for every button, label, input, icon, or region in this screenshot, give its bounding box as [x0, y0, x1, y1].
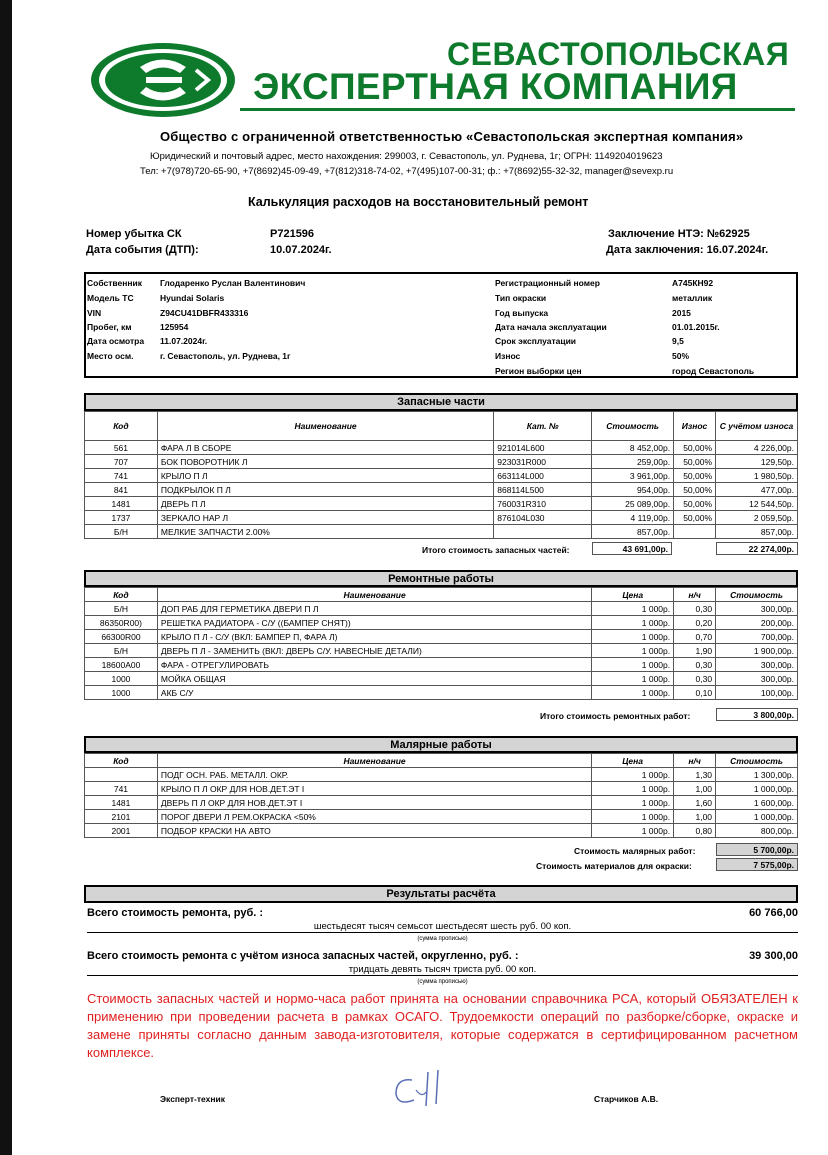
owner-value: Глодаренко Руслан Валентинович	[160, 278, 306, 288]
parts-total-label: Итого стоимость запасных частей:	[422, 545, 570, 555]
table-cell: ДВЕРЬ П Л - ЗАМЕНИТЬ (ВКЛ: ДВЕРЬ С/У. НАВЕСНЫЕ ДЕТАЛИ)	[157, 644, 591, 658]
table-cell: 857,00р.	[592, 525, 674, 539]
page-edge	[0, 0, 12, 1155]
company-name: Общество с ограниченной ответственностью «Севастопольская экспертная компания»	[160, 129, 744, 144]
parts-col-worn: С учётом износа	[716, 412, 798, 441]
repairs-col-name: Наименование	[157, 588, 591, 602]
table-row	[85, 525, 798, 539]
model-value: Hyundai Solaris	[160, 293, 225, 303]
brand-underline	[240, 108, 795, 111]
table-cell: 50,00%	[674, 455, 716, 469]
table-cell: ДОП РАБ ДЛЯ ГЕРМЕТИКА ДВЕРИ П Л	[157, 602, 591, 616]
table-cell: 1 980,50р.	[716, 469, 798, 483]
table-row	[85, 824, 798, 838]
table-cell: 1 900,00р.	[716, 644, 798, 658]
worn-repair-label: Всего стоимость ремонта с учётом износа запасных частей, округленно, руб. :	[87, 950, 519, 962]
table-row	[85, 768, 798, 782]
table-cell: 0,10	[674, 686, 716, 700]
table-cell: ПОДГ ОСН. РАБ. МЕТАЛЛ. ОКР.	[157, 768, 591, 782]
table-cell: 300,00р.	[716, 602, 798, 616]
paint-col-name: Наименование	[157, 754, 591, 768]
table-cell: 477,00р.	[716, 483, 798, 497]
repairs-body	[85, 602, 798, 700]
repairs-section-title: Ремонтные работы	[84, 570, 798, 587]
table-row	[85, 497, 798, 511]
table-cell: 50,00%	[674, 497, 716, 511]
table-cell: 741	[85, 469, 158, 483]
table-cell: 1 300,00р.	[716, 768, 798, 782]
table-cell: 50,00%	[674, 441, 716, 455]
year-label: Год выпуска	[495, 308, 549, 318]
table-cell: 4 226,00р.	[716, 441, 798, 455]
parts-header-row	[85, 412, 798, 441]
company-address: Юридический и почтовый адрес, место нахождения: 299003, г. Севастополь, ул. Руднева, 1г; ОГРН: 1149204019623	[150, 151, 663, 162]
table-cell: РЕШЕТКА РАДИАТОРА - С/У ((БАМПЕР СНЯТ))	[157, 616, 591, 630]
expert-name: Старчиков А.В.	[594, 1094, 659, 1104]
paint-col-code: Код	[85, 754, 158, 768]
inspection-place-value: г. Севастополь, ул. Руднева, 1г	[160, 351, 291, 361]
table-row	[85, 686, 798, 700]
event-date-label: Дата события (ДТП):	[86, 244, 199, 256]
table-row	[85, 630, 798, 644]
operation-term-label: Срок эксплуатации	[495, 336, 577, 346]
inspection-place-label: Место осм.	[87, 351, 134, 361]
table-cell: 1 000р.	[592, 768, 674, 782]
total-words-hint: (сумма прописью)	[417, 936, 468, 942]
table-cell: 1,60	[674, 796, 716, 810]
table-row	[85, 455, 798, 469]
table-cell: 1 000р.	[592, 672, 674, 686]
table-cell: 707	[85, 455, 158, 469]
table-cell: ЗЕРКАЛО НАР Л	[157, 511, 493, 525]
table-cell: 200,00р.	[716, 616, 798, 630]
table-row	[85, 511, 798, 525]
wear-label: Износ	[495, 351, 521, 361]
paint-type-value: металлик	[672, 293, 713, 303]
repairs-col-cost: Стоимость	[716, 588, 798, 602]
worn-repair-words: тридцать девять тысяч триста руб. 00 коп.	[87, 964, 798, 976]
paint-header-row	[85, 754, 798, 768]
table-cell: 0,30	[674, 672, 716, 686]
paint-type-label: Тип окраски	[495, 293, 547, 303]
table-cell: Б/Н	[85, 644, 158, 658]
paint-col-hours: н/ч	[674, 754, 716, 768]
parts-table	[84, 411, 798, 539]
table-cell: КРЫЛО П Л	[157, 469, 493, 483]
table-cell	[674, 525, 716, 539]
paint-table	[84, 753, 798, 838]
table-cell: 857,00р.	[716, 525, 798, 539]
table-cell: 0,30	[674, 658, 716, 672]
table-row	[85, 672, 798, 686]
table-cell: 4 119,00р.	[592, 511, 674, 525]
table-cell: 0,80	[674, 824, 716, 838]
table-cell: Б/Н	[85, 525, 158, 539]
table-cell: 50,00%	[674, 511, 716, 525]
parts-total-cost: 43 691,00р.	[592, 542, 672, 555]
table-cell: 1000	[85, 672, 158, 686]
table-cell: 954,00р.	[592, 483, 674, 497]
table-cell: 50,00%	[674, 469, 716, 483]
mileage-label: Пробег, км	[87, 322, 132, 332]
table-cell: 259,00р.	[592, 455, 674, 469]
operation-start-label: Дата начала эксплуатации	[495, 322, 607, 332]
table-cell: ДВЕРЬ П Л	[157, 497, 493, 511]
table-cell: АКБ С/У	[157, 686, 591, 700]
table-cell: 8 452,00р.	[592, 441, 674, 455]
table-cell: 3 961,00р.	[592, 469, 674, 483]
paint-body	[85, 768, 798, 838]
table-cell	[85, 768, 158, 782]
table-cell	[494, 525, 592, 539]
region-label: Регион выборки цен	[495, 366, 582, 376]
table-cell: 1,90	[674, 644, 716, 658]
table-row	[85, 782, 798, 796]
table-cell: 300,00р.	[716, 672, 798, 686]
paint-col-price: Цена	[592, 754, 674, 768]
table-cell: 86350R00)	[85, 616, 158, 630]
materials-label: Стоимость материалов для окраски:	[536, 861, 692, 871]
table-row	[85, 602, 798, 616]
conclusion-date: Дата заключения: 16.07.2024г.	[606, 244, 769, 256]
table-cell: 663114L000	[494, 469, 592, 483]
region-value: город Севастополь	[672, 366, 755, 376]
table-cell: 50,00%	[674, 483, 716, 497]
table-cell: 1,00	[674, 782, 716, 796]
parts-col-wear: Износ	[674, 412, 716, 441]
table-cell: 0,20	[674, 616, 716, 630]
expert-role: Эксперт-техник	[160, 1094, 225, 1104]
rsa-notice: Стоимость запасных частей и нормо-часа работ принята на основании справочника РСА, который ОБЯЗАТЕЛЕН к применению при проведении расчета в рамках ОСАГО. Трудоемкости операций по разборке/сборке, окраске и замене приняты согласно данным завода-изготовителя, которые содержатся в сертифицированном расчетном комплексе.	[87, 991, 798, 1060]
parts-col-code: Код	[85, 412, 158, 441]
parts-col-cat: Кат. №	[494, 412, 592, 441]
table-cell: 1 000р.	[592, 686, 674, 700]
table-cell: МЕЛКИЕ ЗАПЧАСТИ 2.00%	[157, 525, 493, 539]
table-cell: 1 000р.	[592, 658, 674, 672]
table-cell: 25 089,00р.	[592, 497, 674, 511]
total-repair-value: 60 766,00	[749, 907, 798, 919]
table-cell: КРЫЛО П Л ОКР ДЛЯ НОВ.ДЕТ.ЭТ I	[157, 782, 591, 796]
table-cell: ПОДБОР КРАСКИ НА АВТО	[157, 824, 591, 838]
repairs-total-label: Итого стоимость ремонтных работ:	[540, 711, 691, 721]
table-row	[85, 441, 798, 455]
table-row	[85, 810, 798, 824]
table-cell: 1 000,00р.	[716, 782, 798, 796]
company-phones: Тел: +7(978)720-65-90, +7(8692)45-09-49, +7(812)318-74-02, +7(495)107-00-31; ф.: +7(8692)55-32-32, manager@sevexp.ru	[140, 166, 674, 177]
total-repair-label: Всего стоимость ремонта, руб. :	[87, 907, 264, 919]
table-cell: 921014L600	[494, 441, 592, 455]
table-row	[85, 616, 798, 630]
table-row	[85, 796, 798, 810]
conclusion-number: Заключение НТЭ: №62925	[608, 228, 750, 240]
repairs-header-row	[85, 588, 798, 602]
paint-total-label: Стоимость малярных работ:	[574, 846, 696, 856]
table-cell: 1 000р.	[592, 796, 674, 810]
table-row	[85, 483, 798, 497]
document-title: Калькуляция расходов на восстановительный ремонт	[248, 195, 589, 209]
loss-number-label: Номер убытка СК	[86, 228, 182, 240]
inspection-date-label: Дата осмотра	[87, 336, 145, 346]
parts-col-cost: Стоимость	[592, 412, 674, 441]
table-row	[85, 658, 798, 672]
table-cell: 12 544,50р.	[716, 497, 798, 511]
repairs-col-price: Цена	[592, 588, 674, 602]
table-cell: 1 000р.	[592, 782, 674, 796]
table-cell: 1 000р.	[592, 616, 674, 630]
signature-icon	[390, 1068, 460, 1110]
table-cell: 66300R00	[85, 630, 158, 644]
loss-number-value: Р721596	[270, 228, 315, 240]
mileage-value: 125954	[160, 322, 189, 332]
table-cell: 923031R000	[494, 455, 592, 469]
table-cell: 876104L030	[494, 511, 592, 525]
table-cell: 1 000р.	[592, 824, 674, 838]
repairs-table	[84, 587, 798, 700]
table-cell: 1 000р.	[592, 810, 674, 824]
event-date-value: 10.07.2024г.	[270, 244, 332, 256]
model-label: Модель ТС	[87, 293, 134, 303]
table-cell: ПОРОГ ДВЕРИ Л РЕМ.ОКРАСКА <50%	[157, 810, 591, 824]
table-cell: 1 000,00р.	[716, 810, 798, 824]
table-cell: ФАРА - ОТРЕГУЛИРОВАТЬ	[157, 658, 591, 672]
table-cell: 1481	[85, 796, 158, 810]
brand-line2: ЭКСПЕРТНАЯ КОМПАНИЯ	[253, 66, 738, 107]
materials-total: 7 575,00р.	[716, 858, 798, 871]
repairs-total: 3 800,00р.	[716, 708, 798, 721]
paint-col-cost: Стоимость	[716, 754, 798, 768]
table-cell: 1,30	[674, 768, 716, 782]
table-cell: 2 059,50р.	[716, 511, 798, 525]
table-cell: ФАРА Л В СБОРЕ	[157, 441, 493, 455]
table-cell: 0,30	[674, 602, 716, 616]
operation-term-value: 9,5	[672, 336, 684, 346]
table-cell: 1,00	[674, 810, 716, 824]
table-cell: 2001	[85, 824, 158, 838]
table-cell: 1 000р.	[592, 644, 674, 658]
parts-body	[85, 441, 798, 539]
table-cell: БОК ПОВОРОТНИК Л	[157, 455, 493, 469]
table-cell: 868114L500	[494, 483, 592, 497]
table-cell: Б/Н	[85, 602, 158, 616]
paint-section-title: Малярные работы	[84, 736, 798, 753]
results-section-title: Результаты расчёта	[84, 885, 798, 903]
table-cell: 1 000р.	[592, 602, 674, 616]
table-cell: 0,70	[674, 630, 716, 644]
parts-col-name: Наименование	[157, 412, 493, 441]
repairs-col-hours: н/ч	[674, 588, 716, 602]
reg-number-value: А745КН92	[672, 278, 714, 288]
table-cell: 841	[85, 483, 158, 497]
reg-number-label: Регистрационный номер	[495, 278, 600, 288]
brand-line1: СЕВАСТОПОЛЬСКАЯ	[447, 36, 790, 72]
company-logo-icon	[88, 40, 238, 120]
table-cell: 1000	[85, 686, 158, 700]
operation-start-value: 01.01.2015г.	[672, 322, 720, 332]
table-cell: 1737	[85, 511, 158, 525]
table-cell: 700,00р.	[716, 630, 798, 644]
table-cell: 800,00р.	[716, 824, 798, 838]
table-cell: КРЫЛО П Л - С/У (ВКЛ: БАМПЕР П, ФАРА Л)	[157, 630, 591, 644]
table-cell: 100,00р.	[716, 686, 798, 700]
repairs-col-code: Код	[85, 588, 158, 602]
table-cell: 300,00р.	[716, 658, 798, 672]
worn-words-hint: (сумма прописью)	[417, 979, 468, 985]
table-cell: ДВЕРЬ П Л ОКР ДЛЯ НОВ.ДЕТ.ЭТ I	[157, 796, 591, 810]
table-row	[85, 644, 798, 658]
table-cell: 1 600,00р.	[716, 796, 798, 810]
wear-value: 50%	[672, 351, 690, 361]
table-cell: 760031R310	[494, 497, 592, 511]
table-cell: 741	[85, 782, 158, 796]
table-row	[85, 469, 798, 483]
table-cell: 1 000р.	[592, 630, 674, 644]
table-cell: 18600A00	[85, 658, 158, 672]
vin-value: Z94CU41DBFR433316	[160, 308, 249, 318]
owner-label: Собственник	[87, 278, 142, 288]
worn-repair-value: 39 300,00	[749, 950, 798, 962]
parts-section-title: Запасные части	[84, 393, 798, 411]
total-repair-words: шестьдесят тысяч семьсот шестьдесят шесть руб. 00 коп.	[87, 921, 798, 933]
year-value: 2015	[672, 308, 691, 318]
table-cell: 561	[85, 441, 158, 455]
table-cell: 1481	[85, 497, 158, 511]
inspection-date-value: 11.07.2024г.	[160, 336, 208, 346]
table-cell: 2101	[85, 810, 158, 824]
vin-label: VIN	[87, 308, 102, 318]
table-cell: МОЙКА ОБЩАЯ	[157, 672, 591, 686]
table-cell: ПОДКРЫЛОК П Л	[157, 483, 493, 497]
parts-total-worn: 22 274,00р.	[716, 542, 798, 555]
table-cell: 129,50р.	[716, 455, 798, 469]
paint-total: 5 700,00р.	[716, 843, 798, 856]
